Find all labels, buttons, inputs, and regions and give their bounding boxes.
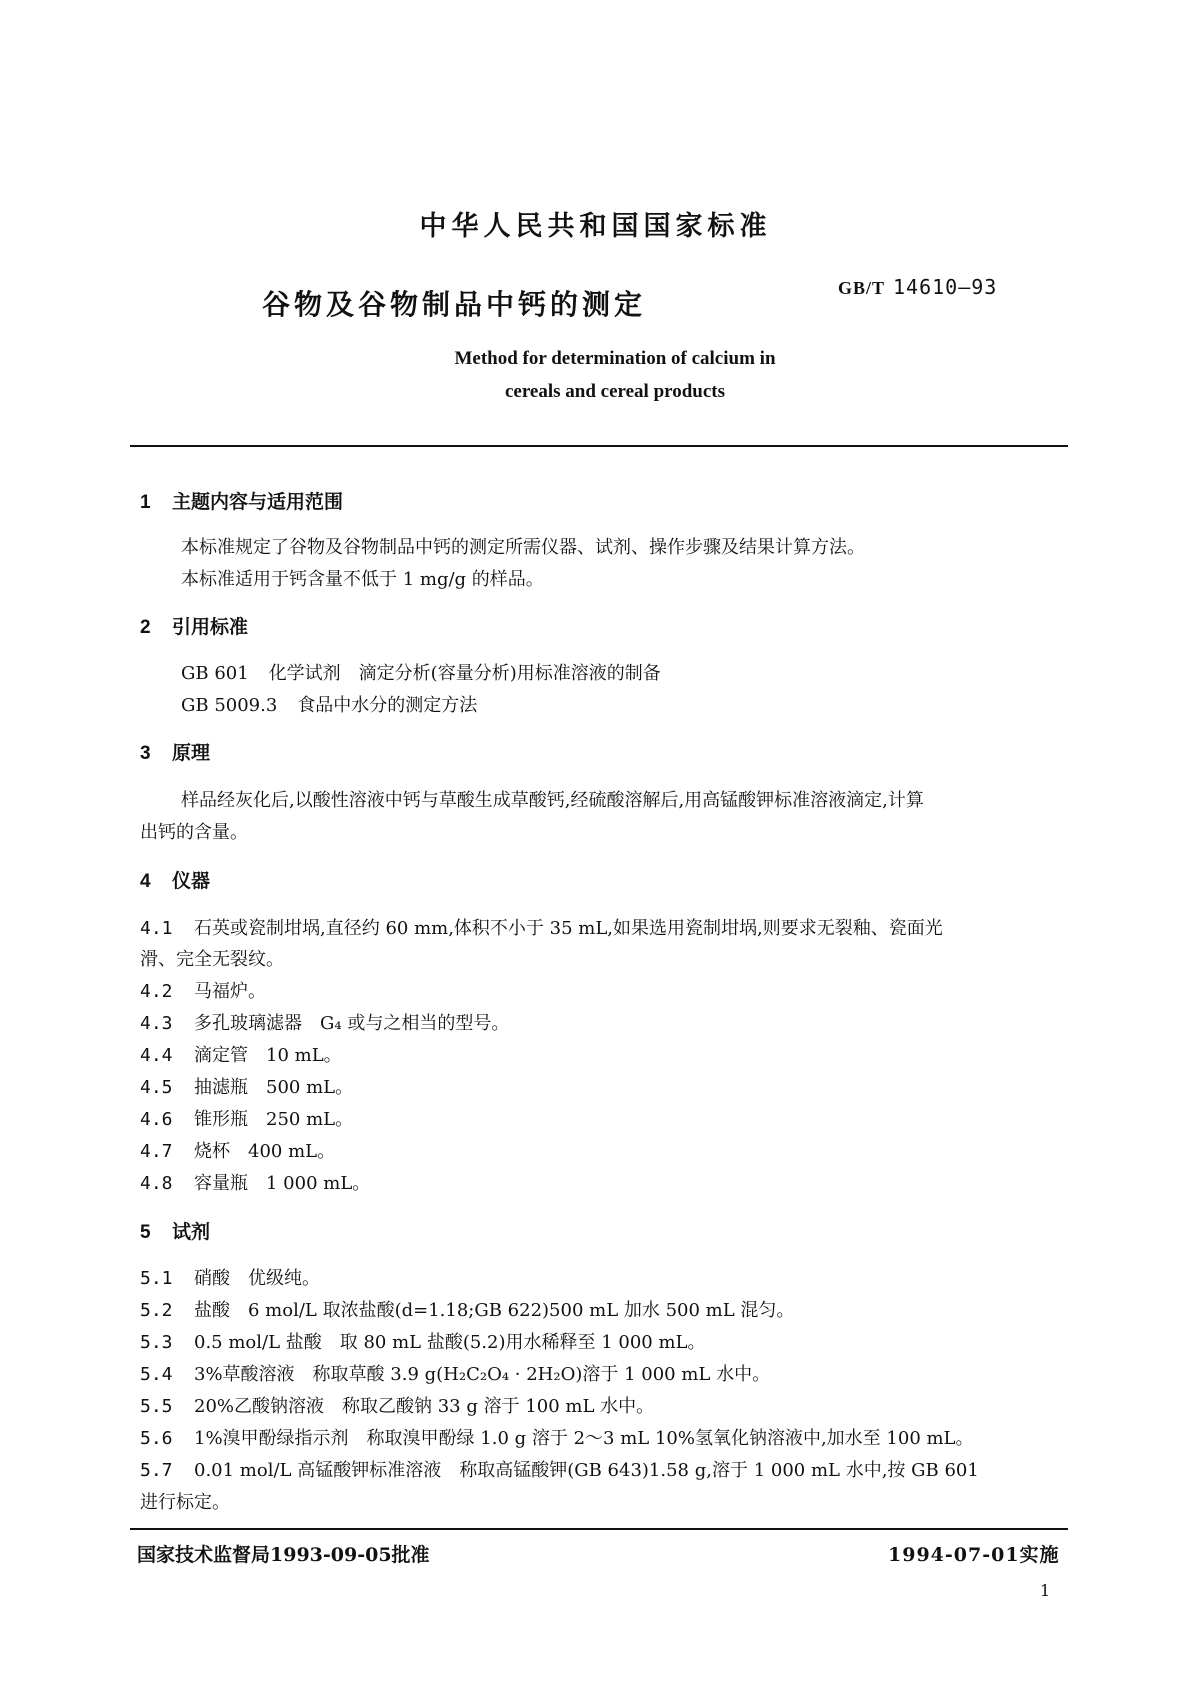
reference-item — [181, 691, 477, 717]
section-title: 试剂 — [172, 1221, 211, 1243]
reagent-item — [140, 1360, 770, 1386]
item-text: 1%溴甲酚绿指示剂 称取溴甲酚绿 1.0 g 溶于 2～3 mL 10%氢氧化钠溶液中,加水至 100 mL。 — [194, 1428, 974, 1449]
item-text: 锥形瓶 250 mL。 — [194, 1109, 354, 1130]
effective-date: 1994-07-01实施 — [888, 1544, 1060, 1566]
reference-item — [181, 659, 661, 685]
reagent-item-continued: 进行标定。 — [140, 1492, 230, 1513]
footer-divider — [130, 1528, 1068, 1530]
item-text: 多孔玻璃滤器 G₄ 或与之相当的型号。 — [194, 1013, 510, 1034]
item-text: 0.5 mol/L 盐酸 取 80 mL 盐酸(5.2)用水稀释至 1 000 mL。 — [194, 1332, 706, 1353]
item-text: 烧杯 400 mL。 — [194, 1141, 336, 1162]
section-number: 3 — [140, 743, 151, 764]
reagent-item — [140, 1392, 654, 1418]
item-number: 5.5 — [140, 1396, 173, 1417]
document-title: 谷物及谷物制品中钙的测定 — [262, 288, 647, 321]
section-number: 5 — [140, 1222, 151, 1243]
item-text: 盐酸 6 mol/L 取浓盐酸(d=1.18;GB 622)500 mL 加水 500 mL 混匀。 — [194, 1300, 795, 1321]
item-number: 5.7 — [140, 1460, 173, 1481]
instrument-item — [140, 914, 943, 940]
english-title-line-1: Method for determination of calcium in — [454, 348, 776, 369]
english-title-line-2: cereals and cereal products — [504, 381, 726, 402]
section-number: 2 — [140, 617, 151, 638]
standard-prefix: GB/T — [838, 278, 886, 298]
item-number: 4.6 — [140, 1109, 173, 1130]
section-1-heading — [140, 487, 343, 514]
item-number: 5.1 — [140, 1268, 173, 1289]
section-number: 1 — [140, 492, 151, 513]
instrument-item — [140, 1169, 370, 1195]
header-divider — [130, 445, 1068, 447]
section-5-heading — [140, 1217, 210, 1244]
section-4-heading — [140, 866, 210, 893]
reference-title: 食品中水分的测定方法 — [297, 695, 478, 716]
item-number: 5.4 — [140, 1364, 173, 1385]
national-standard-heading: 中华人民共和国国家标准 — [419, 211, 772, 242]
scope-paragraph-1: 本标准规定了谷物及谷物制品中钙的测定所需仪器、试剂、操作步骤及结果计算方法。 — [181, 537, 865, 558]
section-title: 引用标准 — [172, 616, 249, 638]
section-number: 4 — [140, 871, 151, 892]
reagent-item — [140, 1264, 320, 1290]
approval-date: 国家技术监督局1993-09-05批准 — [137, 1544, 430, 1566]
item-number: 4.7 — [140, 1141, 173, 1162]
section-title: 主题内容与适用范围 — [172, 491, 344, 513]
reagent-item — [140, 1296, 794, 1322]
item-text: 石英或瓷制坩埚,直径约 60 mm,体积不小于 35 mL,如果选用瓷制坩埚,则要求无裂釉、瓷面光 — [194, 918, 943, 939]
section-2-heading — [140, 612, 248, 639]
standard-number — [838, 275, 997, 299]
instrument-item — [140, 1009, 509, 1035]
item-text: 抽滤瓶 500 mL。 — [194, 1077, 354, 1098]
item-number: 4.5 — [140, 1077, 173, 1098]
item-text: 容量瓶 1 000 mL。 — [194, 1173, 371, 1194]
principle-line-1: 样品经灰化后,以酸性溶液中钙与草酸生成草酸钙,经硫酸溶解后,用高锰酸钾标准溶液滴定,计算 — [181, 790, 924, 811]
item-number: 4.2 — [140, 981, 173, 1002]
instrument-item — [140, 1105, 353, 1131]
item-text: 滴定管 10 mL。 — [194, 1045, 342, 1066]
item-text: 硝酸 优级纯。 — [194, 1268, 320, 1289]
instrument-item — [140, 1073, 353, 1099]
section-title: 仪器 — [172, 870, 211, 892]
reagent-item — [140, 1456, 979, 1482]
section-title: 原理 — [172, 742, 211, 764]
standard-code: 14610—93 — [893, 275, 998, 299]
reference-title: 化学试剂 滴定分析(容量分析)用标准溶液的制备 — [268, 663, 661, 684]
reference-code: GB 5009.3 — [181, 695, 278, 716]
instrument-item — [140, 1041, 342, 1067]
reagent-item — [140, 1424, 974, 1450]
instrument-item — [140, 1137, 335, 1163]
reagent-item — [140, 1328, 706, 1354]
item-text: 马福炉。 — [194, 981, 266, 1002]
item-text: 0.01 mol/L 高锰酸钾标准溶液 称取高锰酸钾(GB 643)1.58 g,溶于 1 000 mL 水中,按 GB 601 — [194, 1460, 979, 1481]
item-text: 20%乙酸钠溶液 称取乙酸钠 33 g 溶于 100 mL 水中。 — [194, 1396, 655, 1417]
page-number: 1 — [1040, 1581, 1051, 1600]
item-number: 5.6 — [140, 1428, 173, 1449]
instrument-item-continued: 滑、完全无裂纹。 — [140, 949, 284, 970]
item-number: 4.1 — [140, 918, 173, 939]
principle-line-2: 出钙的含量。 — [140, 822, 248, 843]
item-number: 4.8 — [140, 1173, 173, 1194]
instrument-item — [140, 977, 266, 1003]
reference-code: GB 601 — [181, 663, 249, 684]
section-3-heading — [140, 738, 210, 765]
item-text: 3%草酸溶液 称取草酸 3.9 g(H₂C₂O₄ · 2H₂O)溶于 1 000 mL 水中。 — [194, 1364, 771, 1385]
item-number: 5.3 — [140, 1332, 173, 1353]
scope-paragraph-2: 本标准适用于钙含量不低于 1 mg/g 的样品。 — [181, 569, 544, 590]
item-number: 5.2 — [140, 1300, 173, 1321]
item-number: 4.3 — [140, 1013, 173, 1034]
item-number: 4.4 — [140, 1045, 173, 1066]
